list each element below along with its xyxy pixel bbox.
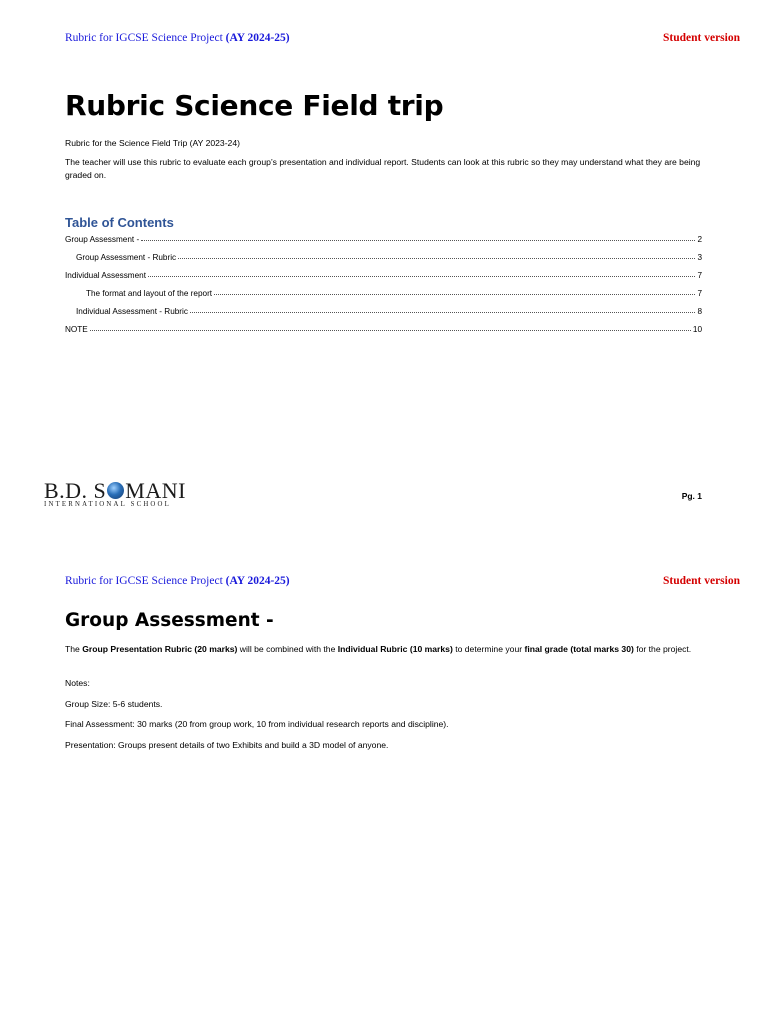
combined-grade-paragraph xyxy=(65,643,705,656)
final-assessment-note: Final Assessment: 30 marks (20 from group work, 10 from individual research reports and discipline). xyxy=(65,719,449,729)
toc-dot-leader xyxy=(190,305,695,313)
header-year: (AY 2024-25) xyxy=(225,575,290,587)
text-run: will be combined with the xyxy=(237,644,338,654)
notes-label: Notes: xyxy=(65,678,90,688)
toc-entry-page: 8 xyxy=(697,307,702,316)
toc-entry-label: The format and layout of the report xyxy=(86,289,213,298)
header-left xyxy=(65,32,290,44)
toc-entry[interactable] xyxy=(65,234,702,252)
toc-entry-page: 2 xyxy=(697,235,702,244)
text-run: The xyxy=(65,644,83,654)
document-title: Rubric Science Field trip xyxy=(65,89,444,122)
toc-entry-page: 3 xyxy=(697,253,702,262)
logo-text-a: B.D. S xyxy=(44,478,107,503)
toc-entry-page: 10 xyxy=(692,325,702,334)
section-heading: Group Assessment - xyxy=(65,610,274,631)
intro-paragraph: The teacher will use this rubric to evaluate each group’s presentation and individual report. Students can look at this rubric so they may understand what they are being graded on. xyxy=(65,157,701,180)
toc-dot-leader xyxy=(141,233,695,241)
header-version: Student version xyxy=(663,32,740,44)
toc-entry-label: Individual Assessment - Rubric xyxy=(76,307,188,316)
toc-entry[interactable] xyxy=(65,306,702,324)
bold-final-grade: final grade (total marks 30) xyxy=(524,644,634,654)
running-header-page-2 xyxy=(65,575,740,591)
toc-dot-leader xyxy=(148,269,695,277)
text-run: for the project. xyxy=(633,644,692,654)
logo-subtitle: INTERNATIONAL SCHOOL xyxy=(44,501,172,508)
toc-entry-label: Individual Assessment xyxy=(65,271,147,280)
toc-dot-leader xyxy=(90,323,691,331)
toc-heading: Table of Contents xyxy=(65,215,174,230)
toc-entry[interactable] xyxy=(65,324,702,342)
table-of-contents xyxy=(65,234,702,342)
toc-entry-page: 7 xyxy=(697,271,702,280)
toc-entry[interactable] xyxy=(65,288,702,306)
bold-individual-rubric: Individual Rubric (10 marks) xyxy=(337,644,453,654)
document-subtitle: Rubric for the Science Field Trip (AY 2023-24) xyxy=(65,138,240,148)
presentation-note: Presentation: Groups present details of two Exhibits and build a 3D model of anyone. xyxy=(65,740,389,750)
text-run: to determine your xyxy=(452,644,525,654)
group-size-note: Group Size: 5-6 students. xyxy=(65,699,163,709)
toc-entry[interactable] xyxy=(65,270,702,288)
toc-entry-label: Group Assessment - Rubric xyxy=(76,253,177,262)
toc-entry-label: Group Assessment - xyxy=(65,235,140,244)
toc-entry-label: NOTE xyxy=(65,325,88,334)
toc-dot-leader xyxy=(178,251,695,259)
school-logo xyxy=(44,478,194,512)
running-header xyxy=(65,32,740,48)
toc-entry[interactable] xyxy=(65,252,702,270)
header-year: (AY 2024-25) xyxy=(225,32,290,44)
bold-group-rubric: Group Presentation Rubric (20 marks) xyxy=(82,644,238,654)
header-project-label: Rubric for IGCSE Science Project xyxy=(65,32,223,44)
logo-text-b: MANI xyxy=(125,478,186,503)
header-version: Student version xyxy=(663,575,740,587)
header-project-label: Rubric for IGCSE Science Project xyxy=(65,575,223,587)
header-left xyxy=(65,575,290,587)
toc-entry-page: 7 xyxy=(697,289,702,298)
page-number: Pg. 1 xyxy=(681,491,702,501)
toc-dot-leader xyxy=(214,287,695,295)
globe-icon xyxy=(107,482,124,499)
